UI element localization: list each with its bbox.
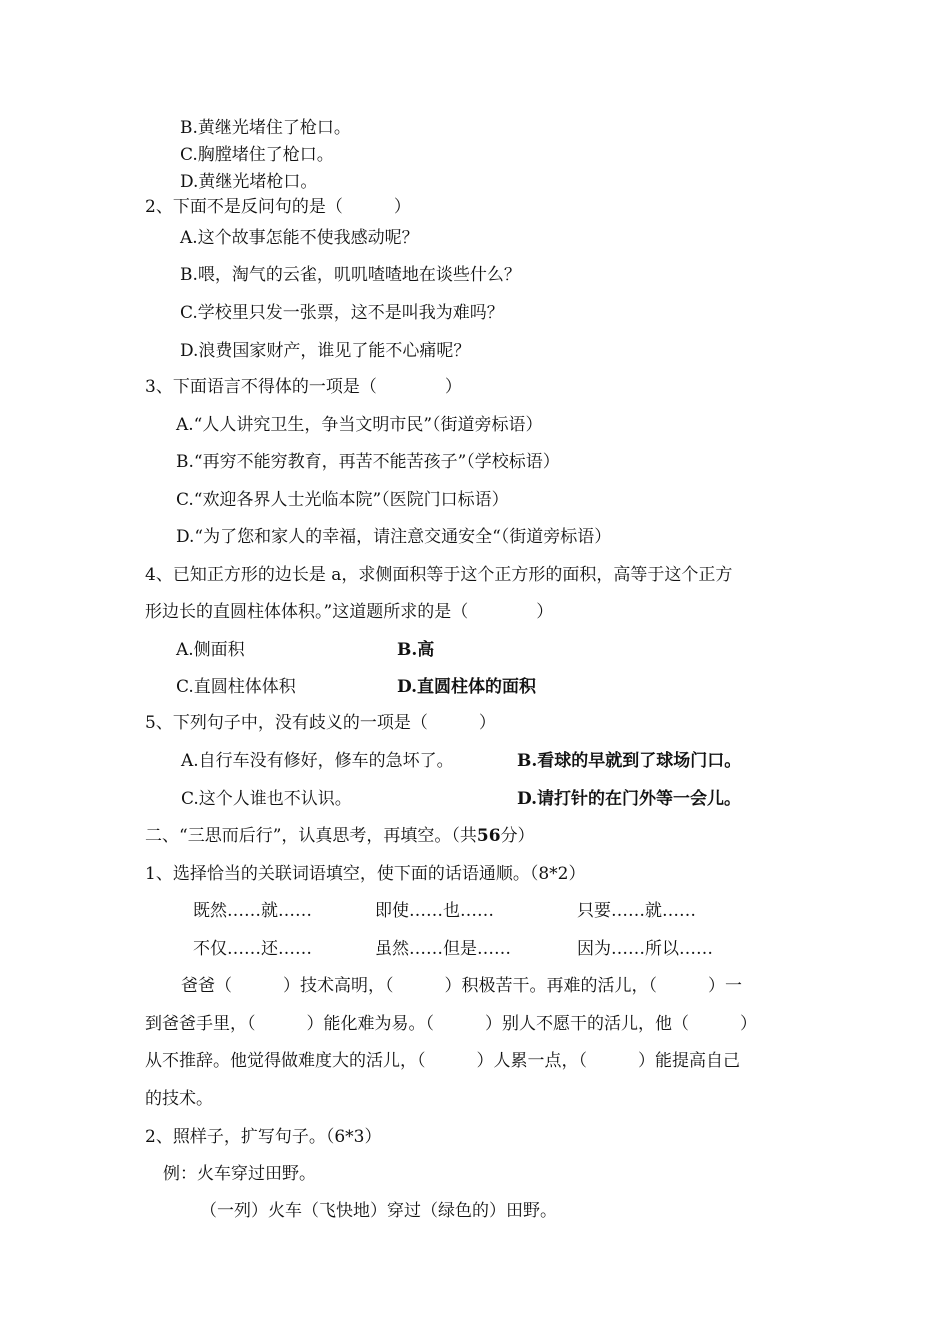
- q2-option-a: A.这个故事怎能不使我感动呢？: [180, 228, 419, 248]
- q2-option-b: B.喂，淘气的云雀，叽叽喳喳地在谈些什么？: [180, 265, 521, 285]
- q4-option-d: D.直圆柱体的面积: [397, 677, 537, 697]
- section2-heading-suffix: 分）: [500, 826, 535, 846]
- q3-stem: 3、下面语言不得体的一项是（ ）: [145, 377, 462, 397]
- conjunction-word: 虽然……但是……: [375, 939, 511, 959]
- q4-stem-line1: 4、已知正方形的边长是 a，求侧面积等于这个正方形的面积，高等于这个正方: [145, 565, 733, 585]
- q1-option-c: C.胸膛堵住了枪口。: [180, 145, 334, 165]
- section2-heading-prefix: 二、“三思而后行”，认真思考，再填空。（共: [145, 826, 477, 846]
- q5-option-b: B.看球的早就到了球场门口。: [517, 751, 742, 771]
- q4-option-a: A.侧面积: [176, 640, 245, 660]
- conjunction-word: 即使……也……: [375, 901, 494, 921]
- conjunction-word: 只要……就……: [577, 901, 696, 921]
- q3-option-b: B.“再穷不能穷教育，再苦不能苦孩子”（学校标语）: [176, 452, 560, 472]
- q4-option-c: C.直圆柱体体积: [176, 677, 296, 697]
- q2-stem: 2、下面不是反问句的是（ ）: [145, 197, 411, 217]
- conjunction-word: 既然……就……: [193, 901, 312, 921]
- s2q2-stem: 2、照样子，扩写句子。（6*3）: [145, 1127, 382, 1147]
- section2-heading: [145, 825, 535, 847]
- q3-option-c: C.“欢迎各界人士光临本院”（医院门口标语）: [176, 490, 509, 510]
- s2q2-example: 例：火车穿过田野。: [163, 1164, 316, 1184]
- q1-option-d: D.黄继光堵枪口。: [180, 172, 318, 192]
- q4-option-b: B.高: [397, 640, 435, 660]
- s2q2-example-expanded: （一列）火车（飞快地）穿过（绿色的）田野。: [200, 1201, 557, 1221]
- q4-stem-line2: 形边长的直圆柱体体积。”这道题所求的是（ ）: [145, 602, 554, 622]
- q5-option-c: C.这个人谁也不认识。: [181, 789, 352, 809]
- s2q1-paragraph-line4: 的技术。: [145, 1089, 213, 1109]
- q5-option-d: D.请打针的在门外等一会儿。: [517, 789, 742, 809]
- q3-option-d: D.“为了您和家人的幸福，请注意交通安全“（街道旁标语）: [176, 527, 612, 547]
- q2-option-c: C.学校里只发一张票，这不是叫我为难吗？: [180, 303, 504, 323]
- q5-option-a: A.自行车没有修好，修车的急坏了。: [181, 751, 454, 771]
- s2q1-paragraph-line3: 从不推辞。他觉得做难度大的活儿，（ ）人累一点，（ ）能提高自己: [145, 1051, 740, 1071]
- s2q1-paragraph-line2: 到爸爸手里，（ ）能化难为易。（ ）别人不愿干的活儿，他（ ）: [145, 1014, 757, 1034]
- q2-option-d: D.浪费国家财产，谁见了能不心痛呢？: [180, 341, 471, 361]
- q5-stem: 5、下列句子中，没有歧义的一项是（ ）: [145, 713, 496, 733]
- s2q1-stem: 1、选择恰当的关联词语填空，使下面的话语通顺。（8*2）: [145, 864, 586, 884]
- s2q1-paragraph-line1: 爸爸（ ）技术高明，（ ）积极苦干。再难的活儿，（ ）一: [181, 976, 742, 996]
- conjunction-word: 因为……所以……: [577, 939, 713, 959]
- q3-option-a: A.“人人讲究卫生，争当文明市民”（街道旁标语）: [176, 415, 543, 435]
- q1-option-b: B.黄继光堵住了枪口。: [180, 118, 351, 138]
- conjunction-word: 不仅……还……: [193, 939, 312, 959]
- section2-heading-score: 56: [476, 826, 501, 846]
